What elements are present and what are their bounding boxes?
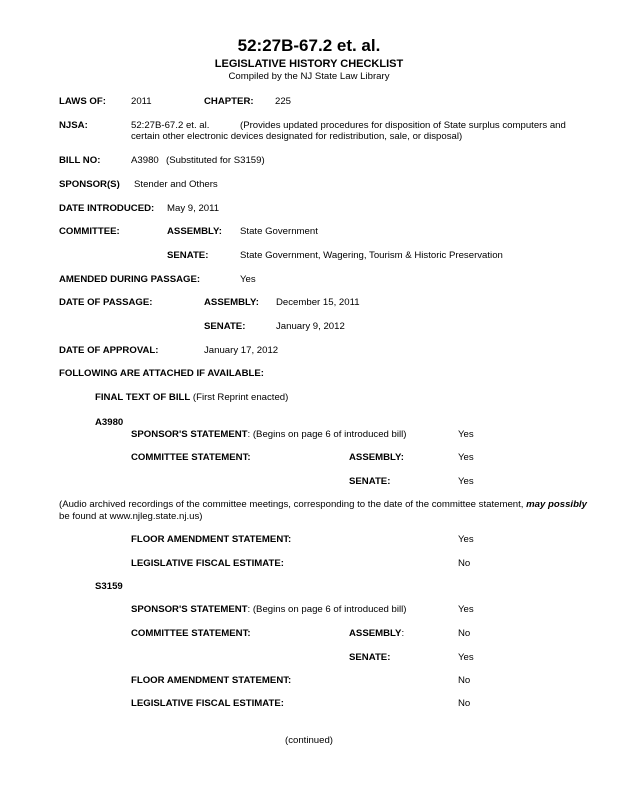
compiled-by: Compiled by the NJ State Law Library [228,71,390,82]
date-introduced-label: DATE INTRODUCED: [59,203,155,214]
bill-no-label: BILL NO: [59,155,101,166]
laws-of-label: LAWS OF: [59,96,106,107]
s3159-fiscal-label: LEGISLATIVE FISCAL ESTIMATE: [131,698,284,709]
amended-label: AMENDED DURING PASSAGE: [59,274,201,285]
s3159-assembly-colon: : [401,628,405,639]
laws-of-value: 2011 [131,96,152,107]
s3159-senate-label: SENATE: [349,652,391,663]
njsa-description-line2: certain other electronic devices designated for redistribution, sale, or disposal) [131,131,463,142]
a3980-senate-label: SENATE: [349,476,391,487]
chapter-value: 225 [275,96,292,107]
njsa-label: NJSA: [59,120,88,131]
sponsors-value: Stender and Others [134,179,218,190]
a3980-committee-label: COMMITTEE STATEMENT: [131,452,251,463]
amended-value: Yes [240,274,256,285]
bill-no-note: (Substituted for S3159) [166,155,265,166]
a3980-assembly-label: ASSEMBLY: [349,452,404,463]
committee-assembly-value: State Government [240,226,318,237]
continued-footer: (continued) [285,735,333,746]
attached-heading: FOLLOWING ARE ATTACHED IF AVAILABLE: [59,368,264,379]
audio-note-emphasis: may possibly [526,499,587,510]
s3159-assembly-value: No [458,628,471,639]
passage-senate-value: January 9, 2012 [276,321,345,332]
a3980-fiscal-value: No [458,558,471,569]
date-of-approval-label: DATE OF APPROVAL: [59,345,159,356]
s3159-committee-label: COMMITTEE STATEMENT: [131,628,251,639]
audio-note-line2: be found at www.njleg.state.nj.us) [59,511,203,522]
s3159-fiscal-value: No [458,698,471,709]
s3159-sponsor-row [131,604,406,616]
date-introduced-value: May 9, 2011 [167,203,220,214]
committee-assembly-label: ASSEMBLY: [167,226,222,237]
date-of-approval-value: January 17, 2012 [204,345,279,356]
s3159-senate-value: Yes [458,652,474,663]
committee-senate-value: State Government, Wagering, Tourism & Historic Preservation [240,250,503,261]
a3980-sponsor-label: SPONSOR'S STATEMENT [131,429,248,440]
s3159-assembly-label: ASSEMBLY [349,628,402,639]
s3159-assembly-row [349,628,404,640]
chapter-label: CHAPTER: [204,96,254,107]
audio-note-text: (Audio archived recordings of the committee meetings, corresponding to the date of the committee statement, [59,499,527,510]
final-text-note: (First Reprint enacted) [192,392,289,403]
s3159-floor-label: FLOOR AMENDMENT STATEMENT: [131,675,292,686]
s3159-sponsor-value: Yes [458,604,474,615]
page-title: 52:27B-67.2 et. al. [237,36,381,55]
s3159-sponsor-label: SPONSOR'S STATEMENT [131,604,248,615]
passage-assembly-value: December 15, 2011 [276,297,360,308]
a3980-fiscal-label: LEGISLATIVE FISCAL ESTIMATE: [131,558,284,569]
date-of-passage-label: DATE OF PASSAGE: [59,297,153,308]
page-subtitle: LEGISLATIVE HISTORY CHECKLIST [214,58,404,70]
bill-no-value: A3980 [131,155,159,166]
a3980-senate-value: Yes [458,476,474,487]
audio-note-line1 [59,499,587,511]
s3159-floor-value: No [458,675,471,686]
passage-assembly-label: ASSEMBLY: [204,297,259,308]
a3980-sponsor-row [131,429,406,441]
final-text-row [95,392,288,404]
committee-label: COMMITTEE: [59,226,120,237]
final-text-label: FINAL TEXT OF BILL [95,392,191,403]
njsa-description-line1: (Provides updated procedures for disposition of State surplus computers and [240,120,566,131]
a3980-sponsor-note: : (Begins on page 6 of introduced bill) [247,429,407,440]
a3980-assembly-value: Yes [458,452,474,463]
njsa-value: 52:27B-67.2 et. al. [131,120,210,131]
committee-senate-label: SENATE: [167,250,209,261]
a3980-sponsor-value: Yes [458,429,474,440]
a3980-heading: A3980 [95,417,124,428]
sponsors-label: SPONSOR(S) [59,179,120,190]
s3159-heading: S3159 [95,581,123,592]
a3980-floor-label: FLOOR AMENDMENT STATEMENT: [131,534,292,545]
passage-senate-label: SENATE: [204,321,246,332]
s3159-sponsor-note: : (Begins on page 6 of introduced bill) [247,604,407,615]
a3980-floor-value: Yes [458,534,474,545]
